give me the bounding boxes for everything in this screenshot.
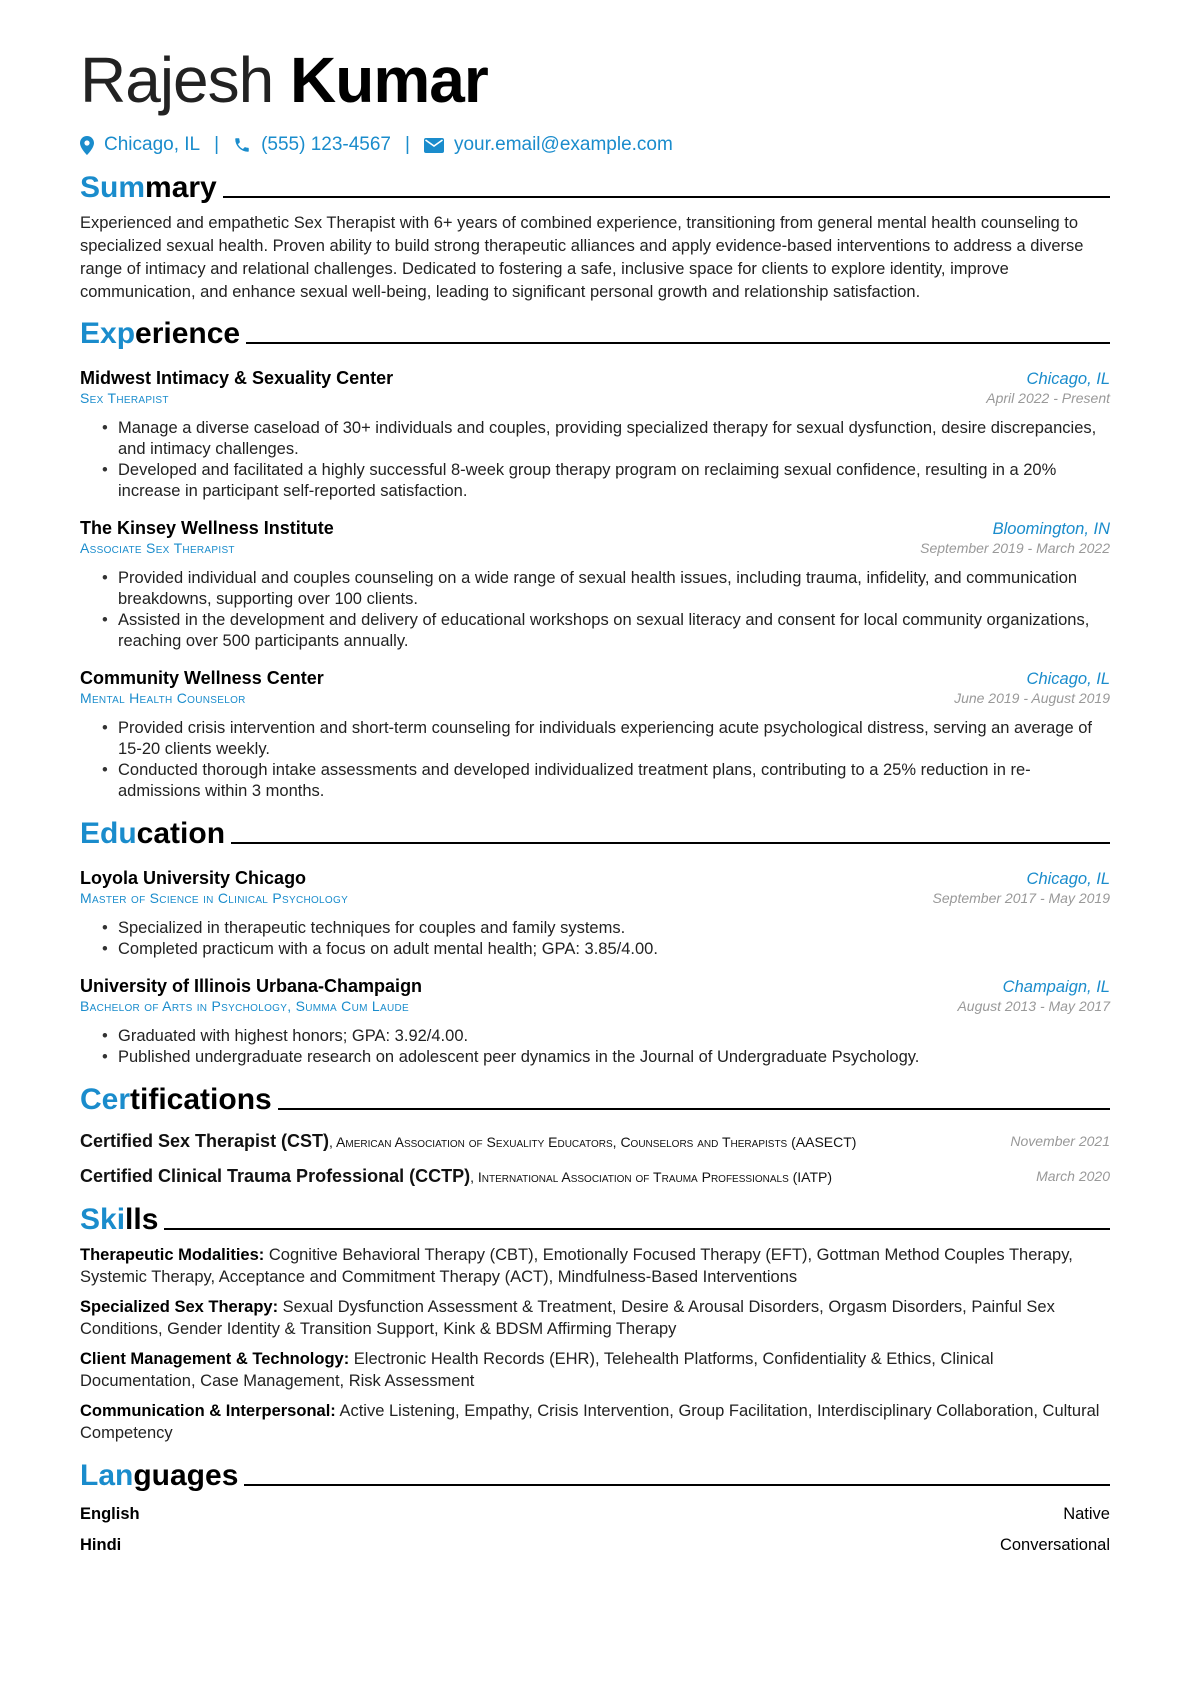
education-entry (80, 974, 1110, 1068)
entry-organization: Midwest Intimacy & Sexuality Center (80, 368, 394, 388)
bullet-item: • Specialized in therapeutic techniques for couples and family systems. (80, 918, 1110, 939)
skill-label: Specialized Sex Therapy: (80, 1298, 279, 1316)
location-text: Chicago, IL (104, 134, 201, 155)
section-title-accent: Lan (80, 1459, 134, 1492)
bullet-item: • Graduated with highest honors; GPA: 3.92/4.00. (80, 1026, 1110, 1047)
entry-organization: Loyola University Chicago (80, 868, 307, 888)
certification-date: March 2020 (1036, 1168, 1110, 1184)
skill-group (80, 1400, 1110, 1444)
section-title-rest: mary (145, 171, 217, 204)
bullet-item: • Assisted in the development and delivery of educational workshops on sexual literacy and consent for local community organizations, reaching over 500 participants annually. (80, 610, 1110, 652)
map-pin-icon (80, 136, 94, 155)
section-experience-heading (80, 316, 1110, 352)
last-name: Kumar (290, 44, 488, 116)
contact-separator: | (214, 134, 220, 155)
entry-location: Bloomington, IN (992, 520, 1110, 538)
entry-degree: Bachelor of Arts in Psychology, Summa Cum Laude (80, 998, 409, 1014)
skills-list (80, 1244, 1110, 1444)
entry-bullets (80, 718, 1110, 802)
bullet-item: • Manage a diverse caseload of 30+ individuals and couples, providing specialized therapy for sexual dysfunction, desire discrepancies, and intimacy challenges. (80, 418, 1110, 460)
skill-group (80, 1244, 1110, 1288)
bullet-item: • Provided individual and couples counseling on a wide range of sexual health issues, including trauma, infidelity, and communication breakdowns, supporting over 100 clients. (80, 568, 1110, 610)
entry-organization: The Kinsey Wellness Institute (80, 518, 334, 538)
entry-location: Chicago, IL (1026, 870, 1110, 888)
bullet-item: • Completed practicum with a focus on adult mental health; GPA: 3.85/4.00. (80, 939, 1110, 960)
entry-dates: September 2019 - March 2022 (920, 540, 1110, 556)
contact-email[interactable] (424, 134, 673, 156)
first-name: Rajesh (80, 44, 274, 116)
section-skills-heading (80, 1202, 1110, 1238)
email-text: your.email@example.com (453, 134, 673, 155)
contact-separator: | (405, 134, 410, 155)
candidate-name (80, 0, 1110, 116)
section-divider (164, 1228, 1110, 1230)
entry-role: Sex Therapist (80, 390, 169, 406)
skill-items: Electronic Health Records (EHR), Telehealth Platforms, Confidentiality & Ethics, Clinical Documentation, Case Management, Risk Assessment (80, 1350, 994, 1390)
entry-degree: Master of Science in Clinical Psychology (80, 890, 349, 906)
certification-entry (80, 1130, 1110, 1153)
entry-dates: August 2013 - May 2017 (957, 998, 1110, 1014)
skill-items: Cognitive Behavioral Therapy (CBT), Emotionally Focused Therapy (EFT), Gottman Method Couples Therapy, Systemic Therapy, Acceptance and Commitment Therapy (ACT), Mindfulness-Based Interventions (80, 1246, 1073, 1286)
section-title-rest: cation (136, 817, 226, 850)
entry-location: Chicago, IL (1026, 670, 1110, 688)
phone-icon (233, 136, 251, 154)
language-name: English (80, 1505, 140, 1523)
entry-dates: September 2017 - May 2019 (932, 890, 1110, 906)
section-title-rest: erience (135, 317, 241, 350)
entry-role: Mental Health Counselor (80, 690, 246, 706)
entry-location: Champaign, IL (1002, 978, 1110, 996)
bullet-item: • Conducted thorough intake assessments and developed individualized treatment plans, contributing to a 25% reduction in re-admissions within 3 months. (80, 760, 1110, 802)
skill-group (80, 1296, 1110, 1340)
entry-bullets (80, 418, 1110, 502)
phone-text: (555) 123-4567 (261, 134, 391, 155)
certification-organization: , International Association of Trauma Professionals (IATP) (470, 1169, 833, 1185)
section-title-accent: Cer (80, 1083, 131, 1116)
experience-entry (80, 516, 1110, 652)
experience-entry (80, 666, 1110, 802)
entry-bullets (80, 568, 1110, 652)
entry-location: Chicago, IL (1026, 370, 1110, 388)
skill-group (80, 1348, 1110, 1392)
section-title-rest: tifications (130, 1083, 272, 1116)
education-entry (80, 866, 1110, 960)
experience-entry (80, 366, 1110, 502)
language-level: Conversational (999, 1536, 1110, 1554)
envelope-icon (424, 138, 444, 153)
skill-items: Active Listening, Empathy, Crisis Intervention, Group Facilitation, Interdisciplinary Collaboration, Cultural Competency (80, 1402, 1100, 1442)
skill-items: Sexual Dysfunction Assessment & Treatment, Desire & Arousal Disorders, Orgasm Disorders, Painful Sex Conditions, Gender Identity & Transition Support, Kink & BDSM Affirming Therapy (80, 1298, 1055, 1338)
skill-label: Communication & Interpersonal: (80, 1402, 336, 1420)
section-certifications-heading (80, 1082, 1110, 1118)
section-divider (244, 1484, 1110, 1486)
section-title-accent: Edu (80, 817, 137, 850)
bullet-item: • Provided crisis intervention and short-term counseling for individuals experiencing acute psychological distress, serving an average of 15-20 clients weekly. (80, 718, 1110, 760)
entry-organization: University of Illinois Urbana-Champaign (80, 976, 423, 996)
entry-organization: Community Wellness Center (80, 668, 324, 688)
certification-organization: , American Association of Sexuality Educators, Counselors and Therapists (AASECT) (329, 1134, 857, 1150)
certification-name: Certified Sex Therapist (CST) (80, 1131, 330, 1151)
language-name: Hindi (80, 1536, 122, 1554)
language-row (80, 1534, 1110, 1556)
entry-role: Associate Sex Therapist (80, 540, 235, 556)
section-title-accent: Ski (80, 1203, 126, 1236)
skill-label: Client Management & Technology: (80, 1350, 350, 1368)
section-summary-heading (80, 170, 1110, 206)
section-languages-heading (80, 1458, 1110, 1494)
section-title-rest: guages (133, 1459, 239, 1492)
section-divider (278, 1108, 1110, 1110)
contact-location (80, 134, 200, 156)
certification-date: November 2021 (1010, 1133, 1110, 1149)
bullet-item: • Developed and facilitated a highly successful 8-week group therapy program on reclaiming sexual confidence, resulting in a 20% increase in participant self-reported satisfaction. (80, 460, 1110, 502)
language-level: Native (1063, 1505, 1110, 1523)
bullet-item: • Published undergraduate research on adolescent peer dynamics in the Journal of Undergraduate Psychology. (80, 1047, 1110, 1068)
entry-bullets (80, 1026, 1110, 1068)
section-education-heading (80, 816, 1110, 852)
section-divider (246, 342, 1110, 344)
section-title-rest: lls (125, 1203, 159, 1236)
certification-name: Certified Clinical Trauma Professional (CCTP) (80, 1166, 471, 1186)
contact-bar (80, 134, 1110, 156)
entry-dates: April 2022 - Present (986, 390, 1110, 406)
contact-phone[interactable] (233, 134, 391, 156)
skill-label: Therapeutic Modalities: (80, 1246, 265, 1264)
section-title-accent: Sum (80, 171, 146, 204)
certification-entry (80, 1165, 1110, 1188)
language-row (80, 1503, 1110, 1525)
section-title-accent: Exp (80, 317, 136, 350)
section-divider (231, 842, 1110, 844)
entry-dates: June 2019 - August 2019 (954, 690, 1110, 706)
summary-text: Experienced and empathetic Sex Therapist with 6+ years of combined experience, transitioning from general mental health counseling to specialized sexual health. Proven ability to build strong therapeutic alliances and apply evidence-based interventions to address a diverse range of intimacy and relational challenges. Dedicated to fostering a safe, inclusive space for clients to explore identity, improve communication, and enhance sexual well-being, leading to significant personal growth and relationship satisfaction. (80, 214, 1084, 301)
entry-bullets (80, 918, 1110, 960)
section-divider (223, 196, 1110, 198)
